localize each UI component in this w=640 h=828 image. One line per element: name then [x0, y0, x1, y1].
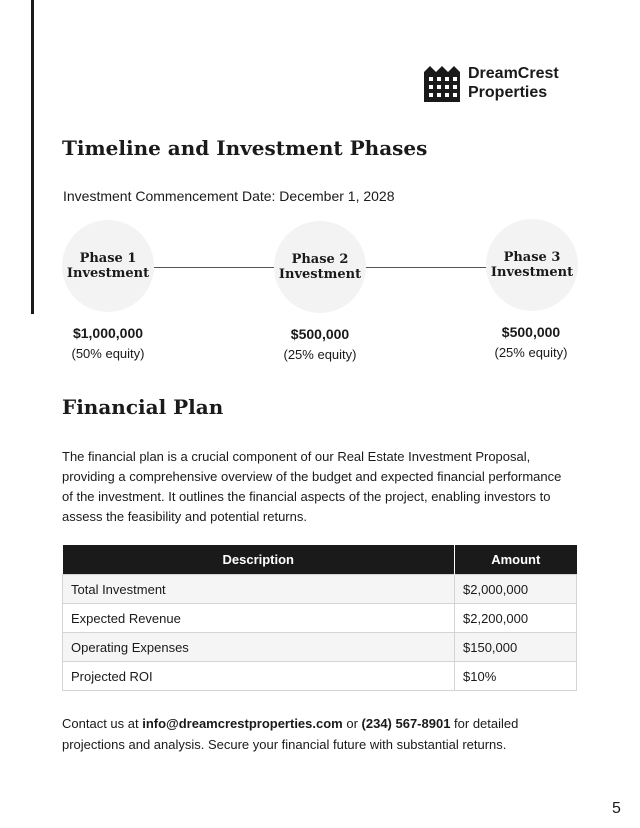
row-amount: $2,000,000 — [455, 575, 577, 604]
table-row — [63, 604, 577, 633]
phase-1-label: Investment — [66, 266, 150, 281]
table-row — [63, 575, 577, 604]
phase-3-equity: (25% equity) — [494, 345, 568, 360]
brand-name-line1: DreamCrest — [468, 65, 559, 82]
brand-logo — [424, 64, 559, 102]
row-amount: $2,200,000 — [455, 604, 577, 633]
row-amount: $10% — [455, 662, 577, 691]
table-row — [63, 633, 577, 662]
contact-email-link[interactable]: info@dreamcrestproperties.com — [142, 716, 343, 731]
phase-2-name: Phase 2 — [291, 252, 349, 267]
row-amount: $150,000 — [455, 633, 577, 662]
phase-1-equity: (50% equity) — [71, 346, 145, 361]
phase-2-circle — [274, 221, 366, 313]
phase-3-amount: $500,000 — [501, 324, 561, 340]
row-description: Operating Expenses — [63, 633, 455, 662]
timeline-heading: Timeline and Investment Phases — [62, 136, 428, 160]
page-number: 5 — [612, 800, 621, 817]
phase-2-equity: (25% equity) — [283, 347, 357, 362]
contact-paragraph — [62, 713, 562, 755]
phase-connector-2-3 — [366, 267, 486, 268]
phase-3-label: Investment — [490, 265, 574, 280]
table-header-description: Description — [63, 545, 455, 575]
phase-1-amount: $1,000,000 — [72, 325, 144, 341]
phase-2-label: Investment — [278, 267, 362, 282]
table-header-amount: Amount — [455, 545, 577, 575]
financial-plan-heading: Financial Plan — [62, 395, 224, 419]
row-description: Total Investment — [63, 575, 455, 604]
contact-or: or — [342, 716, 362, 731]
contact-phone-link[interactable]: (234) 567-8901 — [361, 716, 451, 731]
phase-1-circle — [62, 220, 154, 312]
phase-3-name: Phase 3 — [503, 250, 561, 265]
contact-suffix: for detailed projections and analysis. Secure your financial future with substantial returns. — [62, 716, 519, 752]
financial-table — [62, 545, 577, 691]
phase-connector-1-2 — [154, 267, 274, 268]
building-icon — [424, 64, 460, 102]
commencement-date: Investment Commencement Date: December 1, 2028 — [63, 188, 395, 204]
phase-1-name: Phase 1 — [79, 251, 137, 266]
brand-name-line2: Properties — [468, 84, 548, 101]
financial-plan-paragraph: The financial plan is a crucial component of our Real Estate Investment Proposal, providing a comprehensive overview of the budget and expected financial performance of the investment. It outlines the financial aspects of the project, enabling investors to assess the feasibility and potential returns. — [62, 449, 562, 524]
phase-3-circle — [486, 219, 578, 311]
row-description: Projected ROI — [63, 662, 455, 691]
phase-2-amount: $500,000 — [290, 326, 350, 342]
contact-prefix: Contact us at — [62, 716, 143, 731]
side-accent-bar — [31, 0, 34, 314]
row-description: Expected Revenue — [63, 604, 455, 633]
table-row — [63, 662, 577, 691]
brand-name — [468, 64, 559, 102]
table-header-row — [63, 545, 577, 575]
